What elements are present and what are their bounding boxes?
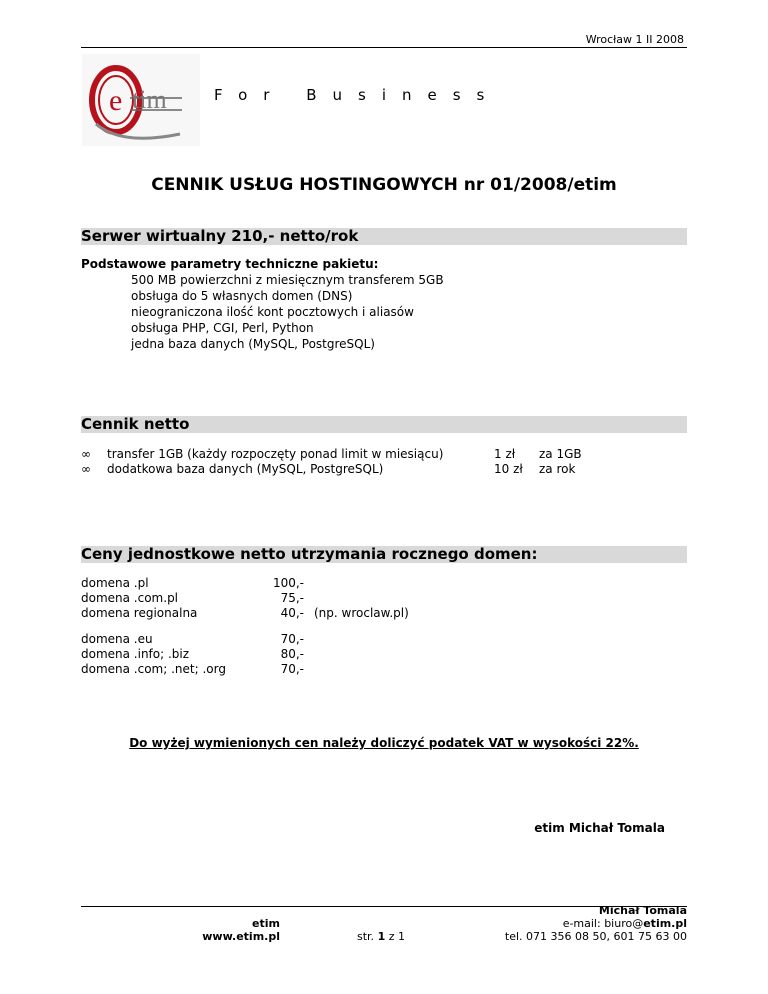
tagline: For Business — [214, 86, 501, 104]
pricing-item-label: transfer 1GB (każdy rozpoczęty ponad limit w miesiącu) — [107, 447, 444, 461]
param-item: obsługa do 5 własnych domen (DNS) — [131, 289, 353, 303]
pricing-item-price: 1 zł — [494, 447, 516, 461]
server-params — [81, 256, 444, 352]
footer-website-link[interactable]: www.etim.pl — [202, 930, 280, 943]
header-date: Wrocław 1 II 2008 — [585, 33, 684, 46]
svg-text:tim: tim — [132, 85, 167, 114]
pricing-item-unit: za rok — [539, 462, 576, 476]
param-item: nieograniczona ilość kont pocztowych i aliasów — [131, 305, 414, 319]
params-label: Podstawowe parametry techniczne pakietu: — [81, 257, 379, 271]
document-title: CENNIK USŁUG HOSTINGOWYCH nr 01/2008/etim — [151, 175, 617, 195]
page-current: 1 — [377, 930, 386, 943]
domain-price: 80,- — [280, 647, 304, 661]
page-number — [357, 930, 405, 943]
param-item: obsługa PHP, CGI, Perl, Python — [131, 321, 314, 335]
domain-note: (np. wroclaw.pl) — [314, 606, 409, 620]
pricing-item-price: 10 zł — [494, 462, 523, 476]
vat-note: Do wyżej wymienionych cen należy doliczyć podatek VAT w wysokości 22%. — [129, 736, 639, 750]
page-total: 1 — [398, 930, 405, 943]
domain-name: domena .pl — [81, 576, 149, 590]
domain-name: domena .com; .net; .org — [81, 662, 226, 676]
footer-contact-name: Michał Tomala — [598, 904, 687, 917]
section-pricing-heading: Cennik netto — [81, 416, 687, 433]
email-prefix: e-mail: biuro@ — [562, 917, 644, 930]
etim-logo — [82, 54, 200, 146]
header-divider — [81, 47, 687, 48]
page-separator: z — [388, 930, 395, 943]
pricing-item-label: dodatkowa baza danych (MySQL, PostgreSQL) — [107, 462, 384, 476]
domain-name: domena .com.pl — [81, 591, 179, 605]
email-domain: etim.pl — [643, 917, 687, 930]
page-prefix: str. — [357, 930, 375, 943]
domain-name: domena .eu — [81, 632, 153, 646]
bullet-icon: ∞ — [81, 447, 91, 461]
footer-left — [160, 917, 280, 943]
pricing-item-unit: za 1GB — [539, 447, 582, 461]
section-server-heading: Serwer wirtualny 210,- netto/rok — [81, 228, 687, 245]
bullet-icon: ∞ — [81, 462, 91, 476]
domain-price: 100,- — [272, 576, 304, 590]
domain-price: 70,- — [280, 662, 304, 676]
domain-price: 40,- — [280, 606, 304, 620]
footer-email-link[interactable] — [505, 917, 687, 930]
domain-price: 75,- — [280, 591, 304, 605]
section-domains-heading: Ceny jednostkowe netto utrzymania rocznego domen: — [81, 546, 687, 563]
param-item: 500 MB powierzchni z miesięcznym transferem 5GB — [131, 273, 444, 287]
footer-phone: tel. 071 356 08 50, 601 75 63 00 — [504, 930, 687, 943]
signature: etim Michał Tomala — [534, 821, 665, 835]
domain-name: domena .info; .biz — [81, 647, 190, 661]
logo-letter: e — [109, 84, 123, 117]
footer-right — [505, 904, 687, 943]
domain-name: domena regionalna — [81, 606, 198, 620]
footer-company: etim — [252, 917, 280, 930]
etim-logo-graphic — [82, 54, 200, 146]
param-item: jedna baza danych (MySQL, PostgreSQL) — [131, 337, 375, 351]
domain-price: 70,- — [280, 632, 304, 646]
